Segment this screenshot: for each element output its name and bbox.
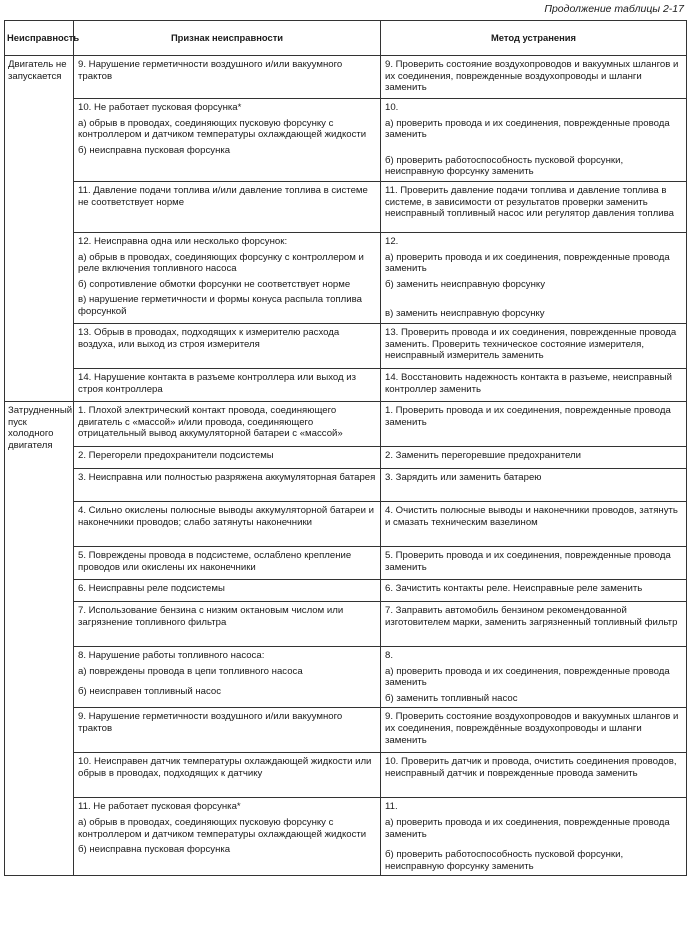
- symptom-cell: 10. Не работает пусковая форсунка* а) обрыв в проводах, соединяющих пусковую форсунку с контроллером и датчиком температуры охлаждающей жидкости б) неисправна пусковая форсунка: [74, 99, 381, 182]
- method-cell: 8. а) проверить провода и их соединения, поврежденные провода заменить б) заменить топливный насос: [381, 646, 687, 707]
- method-cell: 5. Проверить провода и их соединения, поврежденные провода заменить: [381, 546, 687, 579]
- method-cell: 11. Проверить давление подачи топлива и давление топлива в системе, в зависимости от результатов проверки заменить неисправный топливный насос или регулятор давления топлива: [381, 181, 687, 232]
- symptom-cell: 5. Повреждены провода в подсистеме, ослаблено крепление проводов или окислены их наконечники: [74, 546, 381, 579]
- symptom-cell: 9. Нарушение герметичности воздушного и/или вакуумного трактов: [74, 56, 381, 99]
- table-row: [5, 99, 687, 182]
- symptom-cell: 7. Использование бензина с низким октановым числом или загрязнение топливного фильтра: [74, 601, 381, 646]
- method-cell: 3. Зарядить или заменить батарею: [381, 468, 687, 501]
- table-row: [5, 368, 687, 401]
- symptom-cell: 3. Неисправна или полностью разряжена аккумуляторная батарея: [74, 468, 381, 501]
- method-cell: 12. а) проверить провода и их соединения, поврежденные провода заменить б) заменить неисправную форсунку в) заменить неисправную форсунку: [381, 232, 687, 323]
- symptom-cell: 2. Перегорели предохранители подсистемы: [74, 446, 381, 468]
- table-row: [5, 232, 687, 323]
- method-cell: 7. Заправить автомобиль бензином рекомендованной изготовителем марки, заменить загрязненный топливный фильтр: [381, 601, 687, 646]
- table-header-row: [5, 21, 687, 56]
- method-cell: 14. Восстановить надежность контакта в разъеме, неисправный контроллер заменить: [381, 368, 687, 401]
- table-row: [5, 323, 687, 368]
- table-row: [5, 546, 687, 579]
- symptom-cell: 9. Нарушение герметичности воздушного и/или вакуумного трактов: [74, 708, 381, 753]
- method-cell: 4. Очистить полюсные выводы и наконечники проводов, затянуть и смазать техническим вазелином: [381, 501, 687, 546]
- table-row: [5, 579, 687, 601]
- method-cell: 1. Проверить провода и их соединения, поврежденные провода заменить: [381, 401, 687, 446]
- table-row: [5, 708, 687, 753]
- symptom-cell: 10. Неисправен датчик температуры охлаждающей жидкости или обрыв в проводах, подходящих к датчику: [74, 753, 381, 798]
- table-caption: Продолжение таблицы 2-17: [544, 3, 684, 15]
- table-row: [5, 468, 687, 501]
- table-row: [5, 401, 687, 446]
- table-row: [5, 646, 687, 707]
- table-row: [5, 181, 687, 232]
- header-fault: Неисправность: [5, 21, 74, 56]
- symptom-cell: 11. Не работает пусковая форсунка* а) обрыв в проводах, соединяющих пусковую форсунку с контроллером и датчиком температуры охлаждающей жидкости б) неисправна пусковая форсунка: [74, 798, 381, 876]
- header-method: Метод устранения: [381, 21, 687, 56]
- fault-cell: Затрудненный пуск холодного двигателя: [5, 401, 74, 875]
- symptom-cell: 11. Давление подачи топлива и/или давление топлива в системе не соответствует норме: [74, 181, 381, 232]
- method-cell: 9. Проверить состояние воздухопроводов и вакуумных шлангов и их соединения, повреждённые воздухопроводы и шланги заменить: [381, 708, 687, 753]
- method-cell: 13. Проверить провода и их соединения, поврежденные провода заменить. Проверить техническое состояние измерителя, неисправный измеритель заменить: [381, 323, 687, 368]
- fault-cell: Двигатель не запускается: [5, 56, 74, 402]
- method-cell: 10. а) проверить провода и их соединения, поврежденные провода заменить б) проверить работоспособность пусковой форсунки, неисправную форсунку заменить: [381, 99, 687, 182]
- symptom-cell: 14. Нарушение контакта в разъеме контроллера или выход из строя контроллера: [74, 368, 381, 401]
- symptom-cell: 1. Плохой электрический контакт провода, соединяющего двигатель с «массой» и/или провода, соединяющего отрицательный вывод аккумуляторной батареи с «массой»: [74, 401, 381, 446]
- troubleshooting-table: [4, 20, 687, 876]
- table-row: [5, 446, 687, 468]
- symptom-cell: 6. Неисправны реле подсистемы: [74, 579, 381, 601]
- method-cell: 2. Заменить перегоревшие предохранители: [381, 446, 687, 468]
- symptom-cell: 4. Сильно окислены полюсные выводы аккумуляторной батареи и наконечники проводов; слабо затянуты наконечники: [74, 501, 381, 546]
- method-cell: 9. Проверить состояние воздухопроводов и вакуумных шлангов и их соединения, поврежденные воздухопроводы и шланги заменить: [381, 56, 687, 99]
- table-row: [5, 501, 687, 546]
- method-cell: 10. Проверить датчик и провода, очистить соединения проводов, неисправный датчик и поврежденные провода заменить: [381, 753, 687, 798]
- table-row: [5, 56, 687, 99]
- table-row: [5, 753, 687, 798]
- symptom-cell: 8. Нарушение работы топливного насоса: а) повреждены провода в цепи топливного насоса б) неисправен топливный насос: [74, 646, 381, 707]
- symptom-cell: 12. Неисправна одна или несколько форсунок: а) обрыв в проводах, соединяющих форсунку с контроллером и реле включения топливного насоса б) сопротивление обмотки форсунки не соответствует норме в) нарушение герметичности и формы конуса распыла топлива форсункой: [74, 232, 381, 323]
- method-cell: 11. а) проверить провода и их соединения, поврежденные провода заменить б) проверить работоспособность пусковой форсунки, неисправную форсунку заменить: [381, 798, 687, 876]
- header-symptom: Признак неисправности: [74, 21, 381, 56]
- method-cell: 6. Зачистить контакты реле. Неисправные реле заменить: [381, 579, 687, 601]
- table-row: [5, 798, 687, 876]
- symptom-cell: 13. Обрыв в проводах, подходящих к измерителю расхода воздуха, или выход из строя измерителя: [74, 323, 381, 368]
- table-row: [5, 601, 687, 646]
